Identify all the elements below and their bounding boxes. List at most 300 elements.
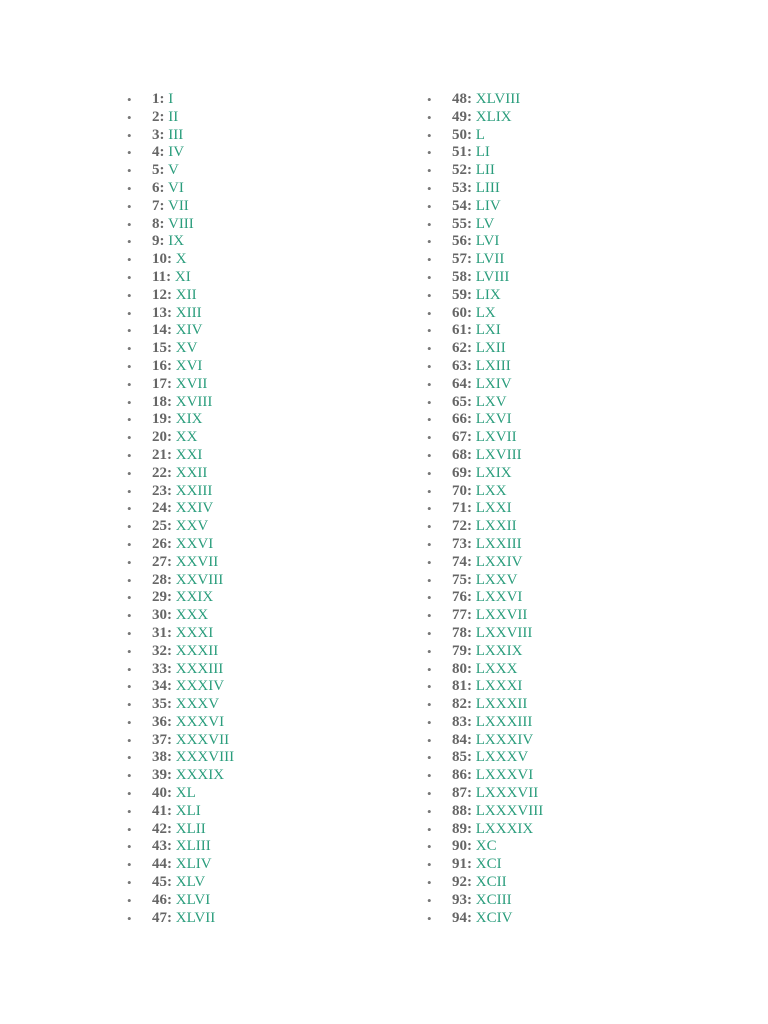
bullet-icon: • [127, 554, 132, 570]
arabic-number: 69: [452, 464, 472, 481]
bullet-icon: • [127, 252, 132, 268]
roman-numeral: LXXVI [475, 589, 523, 606]
arabic-number: 45: [152, 874, 172, 891]
bullet-icon: • [127, 839, 132, 855]
roman-numeral: LXXVII [475, 607, 528, 624]
bullet-icon: • [127, 287, 132, 303]
roman-numeral: XCII [475, 874, 507, 891]
arabic-number: 33: [152, 660, 172, 677]
list-item [127, 340, 234, 358]
bullet-icon: • [127, 732, 132, 748]
list-item [427, 910, 543, 928]
numeral-list-left [127, 91, 234, 927]
roman-numeral: LXV [475, 393, 507, 410]
list-item [127, 661, 234, 679]
arabic-number: 68: [452, 446, 472, 463]
roman-numeral: XI [174, 268, 191, 285]
bullet-icon: • [427, 252, 432, 268]
arabic-number: 22: [152, 464, 172, 481]
list-item [427, 500, 543, 518]
roman-numeral: XLII [175, 820, 206, 837]
list-item [427, 180, 543, 198]
bullet-icon: • [427, 768, 432, 784]
list-item [127, 785, 234, 803]
list-item [427, 447, 543, 465]
bullet-icon: • [427, 465, 432, 481]
arabic-number: 79: [452, 642, 472, 659]
arabic-number: 2: [152, 108, 165, 125]
list-item [127, 429, 234, 447]
bullet-icon: • [427, 92, 432, 107]
bullet-icon: • [427, 430, 432, 446]
arabic-number: 11: [152, 268, 172, 285]
roman-numeral: XXX [175, 607, 209, 624]
list-item [127, 554, 234, 572]
arabic-number: 6: [152, 179, 165, 196]
arabic-number: 19: [152, 411, 172, 428]
roman-numeral: XL [175, 785, 196, 802]
arabic-number: 25: [152, 518, 172, 535]
bullet-icon: • [427, 145, 432, 161]
list-item [427, 358, 543, 376]
arabic-number: 75: [452, 571, 472, 588]
arabic-number: 74: [452, 553, 472, 570]
arabic-number: 72: [452, 518, 472, 535]
bullet-icon: • [127, 394, 132, 410]
bullet-icon: • [127, 234, 132, 250]
bullet-icon: • [127, 590, 132, 606]
arabic-number: 88: [452, 802, 472, 819]
arabic-number: 52: [452, 162, 472, 179]
list-item [127, 714, 234, 732]
bullet-icon: • [127, 145, 132, 161]
bullet-icon: • [427, 572, 432, 588]
arabic-number: 15: [152, 340, 172, 357]
list-item [427, 429, 543, 447]
list-item [127, 678, 234, 696]
list-item [127, 821, 234, 839]
list-item [427, 483, 543, 501]
roman-numeral: LXXII [475, 518, 517, 535]
numeral-list-right [427, 91, 543, 927]
bullet-icon: • [427, 198, 432, 214]
list-item [127, 856, 234, 874]
list-item [427, 376, 543, 394]
arabic-number: 30: [152, 607, 172, 624]
arabic-number: 53: [452, 179, 472, 196]
bullet-icon: • [427, 750, 432, 766]
bullet-icon: • [427, 786, 432, 802]
list-item [427, 162, 543, 180]
bullet-icon: • [427, 679, 432, 695]
list-item [127, 625, 234, 643]
roman-numeral: XLIII [175, 838, 211, 855]
list-item [427, 803, 543, 821]
list-item [427, 340, 543, 358]
bullet-icon: • [427, 519, 432, 535]
arabic-number: 37: [152, 731, 172, 748]
bullet-icon: • [127, 536, 132, 552]
list-item [427, 767, 543, 785]
list-item [427, 144, 543, 162]
arabic-number: 26: [152, 535, 172, 552]
arabic-number: 59: [452, 286, 472, 303]
roman-numeral: XLI [175, 802, 201, 819]
arabic-number: 32: [152, 642, 172, 659]
arabic-number: 51: [452, 144, 472, 161]
arabic-number: 55: [452, 215, 472, 232]
list-item [127, 216, 234, 234]
list-item [127, 447, 234, 465]
roman-numeral: XIV [175, 322, 203, 339]
arabic-number: 90: [452, 838, 472, 855]
list-item [427, 892, 543, 910]
bullet-icon: • [427, 625, 432, 641]
arabic-number: 76: [452, 589, 472, 606]
roman-numeral: LVIII [475, 268, 510, 285]
list-item [127, 127, 234, 145]
list-item [127, 358, 234, 376]
roman-numeral: LXXXII [475, 696, 528, 713]
bullet-icon: • [427, 376, 432, 392]
bullet-icon: • [427, 857, 432, 873]
roman-numeral: XXXIII [175, 660, 224, 677]
arabic-number: 70: [452, 482, 472, 499]
arabic-number: 77: [452, 607, 472, 624]
list-item [127, 394, 234, 412]
bullet-icon: • [127, 163, 132, 179]
bullet-icon: • [127, 750, 132, 766]
roman-numeral: XVI [175, 357, 203, 374]
roman-numeral: I [168, 91, 174, 107]
list-item [427, 749, 543, 767]
roman-numeral: XXXV [175, 696, 220, 713]
arabic-number: 24: [152, 500, 172, 517]
arabic-number: 82: [452, 696, 472, 713]
list-item [427, 678, 543, 696]
bullet-icon: • [427, 697, 432, 713]
roman-numeral: LXXXVI [475, 767, 534, 784]
arabic-number: 86: [452, 767, 472, 784]
roman-numeral: LXXIV [475, 553, 523, 570]
arabic-number: 10: [152, 251, 172, 268]
bullet-icon: • [427, 643, 432, 659]
bullet-icon: • [427, 447, 432, 463]
roman-numeral: X [175, 251, 187, 268]
bullet-icon: • [427, 305, 432, 321]
bullet-icon: • [127, 92, 132, 107]
bullet-icon: • [127, 269, 132, 285]
roman-numeral: VI [167, 179, 184, 196]
bullet-icon: • [427, 501, 432, 517]
arabic-number: 48: [452, 91, 472, 107]
list-item [427, 856, 543, 874]
bullet-icon: • [427, 608, 432, 624]
roman-numeral: XC [475, 838, 497, 855]
roman-numeral: XXVII [175, 553, 219, 570]
roman-numeral: XCIII [475, 891, 512, 908]
roman-numeral: XCI [475, 856, 502, 873]
roman-numeral: XXXI [175, 624, 214, 641]
arabic-number: 20: [152, 429, 172, 446]
roman-numeral: XIX [175, 411, 203, 428]
bullet-icon: • [127, 198, 132, 214]
bullet-icon: • [427, 394, 432, 410]
bullet-icon: • [127, 447, 132, 463]
list-item [127, 144, 234, 162]
arabic-number: 13: [152, 304, 172, 321]
list-item [427, 394, 543, 412]
roman-numeral: LXXXIII [475, 713, 533, 730]
roman-numeral: XXXIX [175, 767, 225, 784]
arabic-number: 56: [452, 233, 472, 250]
bullet-icon: • [127, 786, 132, 802]
roman-numeral: LV [475, 215, 495, 232]
list-item [127, 874, 234, 892]
arabic-number: 47: [152, 909, 172, 926]
list-item [127, 305, 234, 323]
bullet-icon: • [127, 661, 132, 677]
list-item [127, 803, 234, 821]
list-item [127, 749, 234, 767]
arabic-number: 17: [152, 375, 172, 392]
arabic-number: 63: [452, 357, 472, 374]
bullet-icon: • [127, 803, 132, 819]
list-item [427, 785, 543, 803]
list-item [427, 607, 543, 625]
list-item [127, 162, 234, 180]
roman-numeral: LXVIII [475, 446, 522, 463]
arabic-number: 61: [452, 322, 472, 339]
arabic-number: 89: [452, 820, 472, 837]
list-item [127, 465, 234, 483]
list-item [127, 251, 234, 269]
arabic-number: 46: [152, 891, 172, 908]
roman-numeral: XXXVI [175, 713, 225, 730]
arabic-number: 43: [152, 838, 172, 855]
arabic-number: 92: [452, 874, 472, 891]
roman-numeral: V [167, 162, 179, 179]
roman-numeral: XXXVIII [175, 749, 235, 766]
list-item [427, 127, 543, 145]
list-item [127, 483, 234, 501]
roman-numeral: LXXVIII [475, 624, 533, 641]
bullet-icon: • [127, 483, 132, 499]
list-item [127, 269, 234, 287]
bullet-icon: • [427, 910, 432, 926]
arabic-number: 41: [152, 802, 172, 819]
roman-numeral: LXXXV [475, 749, 529, 766]
arabic-number: 31: [152, 624, 172, 641]
arabic-number: 42: [152, 820, 172, 837]
list-item [127, 838, 234, 856]
bullet-icon: • [127, 679, 132, 695]
roman-numeral: XXII [175, 464, 208, 481]
roman-numeral: VII [167, 197, 189, 214]
roman-numeral: XLVII [175, 909, 216, 926]
roman-numeral: II [168, 108, 179, 125]
roman-numeral: XX [175, 429, 198, 446]
bullet-icon: • [427, 803, 432, 819]
roman-numeral: LXXI [475, 500, 512, 517]
arabic-number: 60: [452, 304, 472, 321]
roman-numeral: XXV [175, 518, 209, 535]
roman-numeral: XIII [175, 304, 202, 321]
list-item [127, 696, 234, 714]
roman-numeral: LXXV [475, 571, 518, 588]
bullet-icon: • [427, 412, 432, 428]
list-item [427, 696, 543, 714]
arabic-number: 39: [152, 767, 172, 784]
arabic-number: 94: [452, 909, 472, 926]
list-item [427, 233, 543, 251]
list-item [427, 554, 543, 572]
list-item [427, 732, 543, 750]
roman-numeral: LI [475, 144, 490, 161]
bullet-icon: • [427, 821, 432, 837]
arabic-number: 16: [152, 357, 172, 374]
roman-numeral: VIII [167, 215, 194, 232]
bullet-icon: • [427, 216, 432, 232]
roman-numeral: XLVI [175, 891, 211, 908]
list-item [427, 269, 543, 287]
arabic-number: 34: [152, 678, 172, 695]
list-item [427, 625, 543, 643]
arabic-number: 7: [152, 197, 165, 214]
arabic-number: 14: [152, 322, 172, 339]
bullet-icon: • [427, 714, 432, 730]
roman-numeral: XLVIII [475, 91, 521, 107]
list-item [127, 572, 234, 590]
bullet-icon: • [127, 643, 132, 659]
arabic-number: 21: [152, 446, 172, 463]
list-item [427, 109, 543, 127]
bullet-icon: • [127, 216, 132, 232]
roman-numeral: IX [168, 233, 185, 250]
bullet-icon: • [427, 483, 432, 499]
roman-numeral: XV [175, 340, 198, 357]
arabic-number: 80: [452, 660, 472, 677]
bullet-icon: • [127, 430, 132, 446]
roman-numeral: LXXXVII [475, 785, 539, 802]
bullet-icon: • [127, 768, 132, 784]
arabic-number: 91: [452, 856, 472, 873]
arabic-number: 8: [152, 215, 165, 232]
bullet-icon: • [427, 536, 432, 552]
bullet-icon: • [427, 554, 432, 570]
arabic-number: 4: [152, 144, 165, 161]
bullet-icon: • [427, 358, 432, 374]
list-item [427, 874, 543, 892]
bullet-icon: • [127, 857, 132, 873]
roman-numeral: LXXIII [475, 535, 522, 552]
roman-numeral: XCIV [475, 909, 513, 926]
roman-numeral: XXXVII [175, 731, 230, 748]
arabic-number: 1: [152, 91, 165, 107]
arabic-number: 78: [452, 624, 472, 641]
list-item [127, 643, 234, 661]
roman-numeral: XXI [175, 446, 203, 463]
arabic-number: 49: [452, 108, 472, 125]
arabic-number: 50: [452, 126, 472, 143]
roman-numeral: L [475, 126, 485, 143]
roman-numeral: LXXXVIII [475, 802, 544, 819]
bullet-icon: • [427, 287, 432, 303]
list-item [127, 536, 234, 554]
roman-numeral: LVI [475, 233, 500, 250]
bullet-icon: • [427, 892, 432, 908]
bullet-icon: • [427, 127, 432, 143]
list-item [127, 233, 234, 251]
arabic-number: 87: [452, 785, 472, 802]
list-item [427, 643, 543, 661]
bullet-icon: • [427, 269, 432, 285]
bullet-icon: • [127, 892, 132, 908]
roman-numeral: XVIII [175, 393, 213, 410]
list-item [427, 838, 543, 856]
bullet-icon: • [427, 875, 432, 891]
bullet-icon: • [427, 180, 432, 196]
roman-numeral: XVII [175, 375, 208, 392]
roman-numeral: LXVI [475, 411, 512, 428]
bullet-icon: • [127, 910, 132, 926]
arabic-number: 28: [152, 571, 172, 588]
arabic-number: 65: [452, 393, 472, 410]
bullet-icon: • [127, 305, 132, 321]
arabic-number: 18: [152, 393, 172, 410]
list-item [427, 411, 543, 429]
arabic-number: 38: [152, 749, 172, 766]
roman-numeral: LXIX [475, 464, 512, 481]
bullet-icon: • [127, 180, 132, 196]
arabic-number: 27: [152, 553, 172, 570]
bullet-icon: • [127, 323, 132, 339]
bullet-icon: • [127, 501, 132, 517]
list-item [427, 216, 543, 234]
arabic-number: 35: [152, 696, 172, 713]
arabic-number: 73: [452, 535, 472, 552]
roman-numeral: XXIV [175, 500, 214, 517]
arabic-number: 93: [452, 891, 472, 908]
bullet-icon: • [127, 341, 132, 357]
list-item [427, 251, 543, 269]
list-item [127, 411, 234, 429]
roman-numeral: XXIX [175, 589, 214, 606]
arabic-number: 29: [152, 589, 172, 606]
list-item [127, 91, 234, 109]
roman-numeral: LX [475, 304, 496, 321]
bullet-icon: • [427, 234, 432, 250]
bullet-icon: • [427, 323, 432, 339]
list-item [427, 91, 543, 109]
roman-numeral: LXXIX [475, 642, 523, 659]
roman-numeral: LXXXIX [475, 820, 534, 837]
roman-numeral: LIX [475, 286, 501, 303]
list-item [127, 518, 234, 536]
bullet-icon: • [427, 661, 432, 677]
roman-numeral: LVII [475, 251, 505, 268]
arabic-number: 64: [452, 375, 472, 392]
bullet-icon: • [127, 608, 132, 624]
roman-numeral: LXXXIV [475, 731, 534, 748]
arabic-number: 12: [152, 286, 172, 303]
roman-numeral: LXIV [475, 375, 512, 392]
roman-numeral: LXIII [475, 357, 511, 374]
roman-numeral: XII [175, 286, 197, 303]
bullet-icon: • [427, 163, 432, 179]
list-item [427, 465, 543, 483]
list-item [427, 305, 543, 323]
